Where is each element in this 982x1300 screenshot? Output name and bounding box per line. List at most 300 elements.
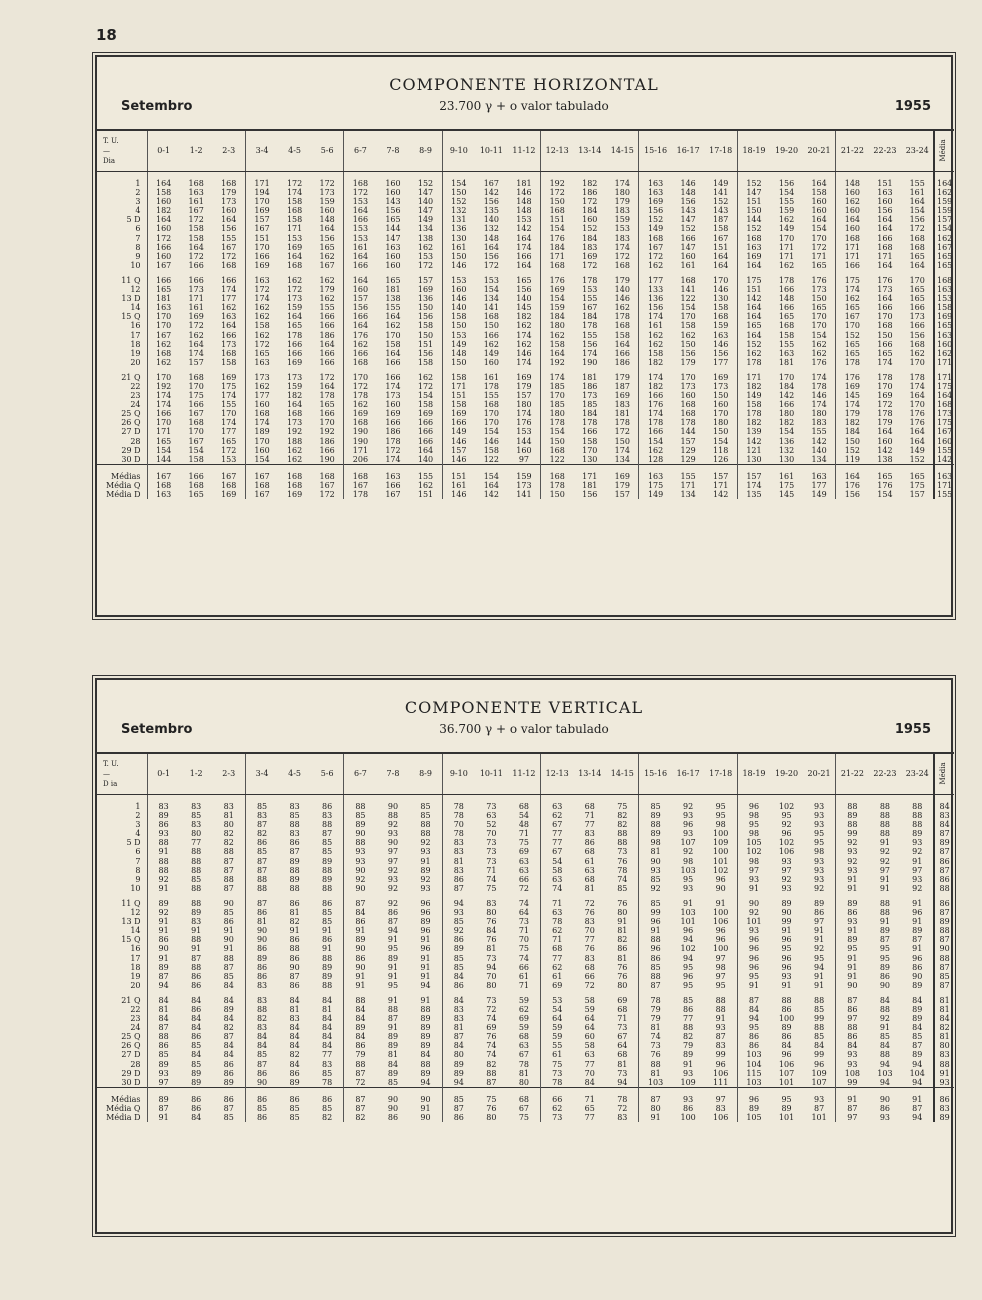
value-cell: 71 <box>518 829 529 839</box>
value-cell: 158 <box>147 188 180 197</box>
value-cell: 86 <box>191 971 202 981</box>
value-cell: 86 <box>245 972 278 981</box>
value-cell: 87 <box>245 866 278 875</box>
value-cell: 95 <box>781 811 792 821</box>
value-cell: 122 <box>680 294 696 304</box>
day-label: 26 Q <box>121 418 141 428</box>
value-cell: 192 <box>319 427 335 437</box>
value-cell: 86 <box>289 898 300 908</box>
table-row <box>97 857 954 866</box>
value-cell: 97 <box>836 1014 869 1023</box>
value-cell: 87 <box>245 1060 278 1069</box>
value-cell: 160 <box>442 285 475 294</box>
value-cell: 168 <box>541 446 574 455</box>
value-cell: 89 <box>420 865 431 875</box>
value-cell: 172 <box>344 188 377 197</box>
value-cell: 80 <box>442 1050 475 1059</box>
value-cell: 94 <box>879 1059 891 1069</box>
value-cell: 182 <box>582 179 598 188</box>
value-cell: 160 <box>147 197 180 206</box>
value-cell: 93 <box>147 1069 180 1078</box>
value-cell: 145 <box>836 391 869 400</box>
value-cell: 164 <box>811 215 827 225</box>
day-label: 29 D <box>121 1068 141 1078</box>
interval-header: 6-7 <box>344 130 377 172</box>
value-cell: 91 <box>420 995 431 1005</box>
daily-mean: 87 <box>934 908 954 917</box>
value-cell: 149 <box>639 224 672 233</box>
value-cell: 68 <box>584 962 595 972</box>
value-cell: 172 <box>245 285 278 294</box>
value-cell: 150 <box>442 188 475 197</box>
value-cell: 177 <box>221 294 237 304</box>
value-cell: 155 <box>385 303 401 313</box>
daily-mean: 154 <box>934 224 954 233</box>
value-cell: 171 <box>836 243 869 252</box>
value-cell: 169 <box>417 285 434 295</box>
value-cell: 168 <box>286 260 303 270</box>
daily-mean: 153 <box>934 294 954 303</box>
value-cell: 182 <box>836 418 869 427</box>
value-cell: 85 <box>191 1059 202 1069</box>
value-cell: 160 <box>385 260 401 270</box>
value-cell: 69 <box>617 995 628 1005</box>
value-cell: 103 <box>737 1078 770 1088</box>
value-cell: 96 <box>737 944 770 953</box>
value-cell: 92 <box>387 820 399 830</box>
value-cell: 83 <box>191 802 202 811</box>
interval-header: 0-1 <box>147 130 180 172</box>
value-cell: 84 <box>912 1023 923 1033</box>
month-label: Setembro <box>121 722 193 737</box>
value-cell: 161 <box>188 303 204 313</box>
value-cell: 91 <box>322 944 333 954</box>
table-row <box>97 972 954 981</box>
value-cell: 164 <box>483 242 499 252</box>
value-cell: 96 <box>420 898 431 908</box>
value-cell: 178 <box>877 372 893 382</box>
value-cell: 157 <box>188 357 204 367</box>
value-cell: 93 <box>781 883 792 893</box>
value-cell: 170 <box>877 312 893 322</box>
value-cell: 164 <box>737 312 770 321</box>
interval-header: 16-17 <box>672 753 705 795</box>
value-cell: 78 <box>606 1087 639 1104</box>
value-cell: 91 <box>420 953 431 963</box>
value-cell: 96 <box>420 944 431 954</box>
value-cell: 164 <box>877 224 893 234</box>
value-cell: 130 <box>713 294 729 304</box>
value-cell: 87 <box>912 1103 923 1113</box>
table-row <box>97 188 954 197</box>
value-cell: 168 <box>245 409 278 418</box>
value-cell: 71 <box>584 811 595 821</box>
value-cell: 77 <box>584 820 595 830</box>
value-cell: 174 <box>836 400 869 409</box>
value-cell: 170 <box>147 418 180 427</box>
value-cell: 91 <box>223 944 234 954</box>
value-cell: 91 <box>836 963 869 972</box>
daily-mean: 165 <box>934 321 954 330</box>
value-cell: 89 <box>147 963 180 972</box>
value-cell: 91 <box>813 971 825 981</box>
value-cell: 176 <box>877 275 893 285</box>
value-cell: 169 <box>639 197 672 206</box>
value-cell: 166 <box>319 409 335 419</box>
value-cell: 168 <box>737 234 770 243</box>
value-cell: 88 <box>639 972 672 981</box>
value-cell: 89 <box>442 944 475 953</box>
value-cell: 162 <box>344 340 377 349</box>
value-cell: 166 <box>417 436 434 446</box>
daily-mean: 158 <box>934 303 954 312</box>
value-cell: 169 <box>516 372 532 382</box>
value-cell: 170 <box>680 312 696 322</box>
value-cell: 98 <box>715 962 726 972</box>
value-cell: 87 <box>344 1069 377 1078</box>
value-cell: 166 <box>516 251 532 261</box>
value-cell: 89 <box>442 1060 475 1069</box>
value-cell: 174 <box>639 312 672 321</box>
daily-mean: 159 <box>934 206 954 215</box>
value-cell: 87 <box>387 917 399 927</box>
value-cell: 154 <box>811 330 827 340</box>
value-cell: 92 <box>387 883 399 893</box>
value-cell: 74 <box>486 1041 497 1051</box>
value-cell: 102 <box>713 865 729 875</box>
value-cell: 165 <box>245 349 278 358</box>
day-label: 27 D <box>121 1050 141 1060</box>
value-cell: 79 <box>639 1014 672 1023</box>
value-cell: 153 <box>442 331 475 340</box>
value-cell: 92 <box>737 908 770 917</box>
value-cell: 146 <box>516 188 532 198</box>
value-cell: 165 <box>836 303 869 312</box>
value-cell: 72 <box>584 898 595 908</box>
value-cell: 95 <box>879 944 891 954</box>
value-cell: 148 <box>680 188 696 198</box>
value-cell: 158 <box>713 224 729 234</box>
data-grid <box>97 752 954 1122</box>
value-cell: 130 <box>778 454 795 464</box>
value-cell: 158 <box>442 400 475 409</box>
value-cell: 91 <box>813 926 825 936</box>
value-cell: 74 <box>617 874 628 884</box>
interval-header: 3-4 <box>245 753 278 795</box>
value-cell: 99 <box>836 1078 869 1088</box>
value-cell: 88 <box>322 865 333 875</box>
value-cell: 77 <box>584 935 595 945</box>
value-cell: 178 <box>344 391 377 400</box>
table-row <box>97 1050 954 1059</box>
value-cell: 88 <box>639 820 672 829</box>
value-cell: 130 <box>442 234 475 243</box>
value-cell: 190 <box>344 427 377 436</box>
value-cell: 164 <box>713 260 729 270</box>
value-cell: 91 <box>344 972 377 981</box>
value-cell: 161 <box>442 481 475 490</box>
value-cell: 92 <box>639 884 672 893</box>
value-cell: 168 <box>877 321 893 331</box>
value-cell: 172 <box>614 427 630 437</box>
value-cell: 138 <box>417 233 434 243</box>
value-cell: 83 <box>223 802 234 811</box>
day-label: 30 D <box>121 454 141 464</box>
value-cell: 152 <box>737 224 770 233</box>
value-cell: 85 <box>191 1041 202 1051</box>
value-cell: 88 <box>191 865 202 875</box>
table-row <box>97 382 954 391</box>
value-cell: 170 <box>909 357 925 367</box>
value-cell: 122 <box>483 454 499 464</box>
value-cell: 91 <box>344 981 377 990</box>
day-label: 28 <box>130 1059 141 1069</box>
value-cell: 184 <box>778 381 795 391</box>
value-cell: 100 <box>713 829 729 839</box>
value-cell: 164 <box>909 436 925 446</box>
value-cell: 92 <box>147 875 180 884</box>
value-cell: 174 <box>836 285 869 294</box>
value-cell: 95 <box>770 1087 803 1104</box>
value-cell: 156 <box>483 251 499 261</box>
value-cell: 155 <box>221 233 237 243</box>
value-cell: 167 <box>245 490 278 499</box>
value-cell: 156 <box>680 197 696 207</box>
value-cell: 71 <box>518 980 529 990</box>
value-cell: 154 <box>778 427 795 437</box>
value-cell: 80 <box>518 1077 529 1087</box>
value-cell: 178 <box>582 275 598 285</box>
value-cell: 168 <box>541 261 574 270</box>
daily-mean: 87 <box>934 981 954 990</box>
value-cell: 166 <box>680 233 696 243</box>
value-cell: 86 <box>289 1068 300 1078</box>
value-cell: 94 <box>147 981 180 990</box>
value-cell: 167 <box>188 409 204 419</box>
value-cell: 82 <box>223 829 234 839</box>
interval-header: 23-24 <box>901 753 934 795</box>
day-label: 2 <box>135 188 141 198</box>
value-cell: 162 <box>811 348 827 358</box>
value-cell: 165 <box>737 321 770 330</box>
value-cell: 91 <box>344 926 377 935</box>
value-cell: 146 <box>442 437 475 446</box>
value-cell: 182 <box>737 418 770 427</box>
value-cell: 181 <box>582 372 598 382</box>
value-cell: 143 <box>713 206 729 216</box>
value-cell: 77 <box>541 829 574 838</box>
value-cell: 99 <box>813 1050 825 1060</box>
value-cell: 162 <box>836 294 869 303</box>
value-cell: 174 <box>811 400 827 410</box>
value-cell: 168 <box>344 418 377 427</box>
value-cell: 173 <box>582 391 598 401</box>
value-cell: 140 <box>614 285 630 295</box>
daily-mean: 87 <box>934 935 954 944</box>
value-cell: 155 <box>778 197 795 207</box>
value-cell: 176 <box>541 270 574 285</box>
value-cell: 78 <box>442 811 475 820</box>
value-cell: 146 <box>713 285 729 295</box>
value-cell: 91 <box>879 1023 891 1033</box>
value-cell: 92 <box>813 883 825 893</box>
value-cell: 174 <box>385 381 401 391</box>
value-cell: 84 <box>322 1041 333 1051</box>
value-cell: 164 <box>614 339 630 349</box>
table-row <box>97 464 954 481</box>
value-cell: 83 <box>715 1041 726 1051</box>
value-cell: 160 <box>245 446 278 455</box>
value-cell: 85 <box>387 1077 399 1087</box>
value-cell: 93 <box>781 971 792 981</box>
value-cell: 164 <box>737 331 770 340</box>
day-label: 17 <box>130 953 141 963</box>
value-cell: 178 <box>385 436 401 446</box>
value-cell: 174 <box>516 242 532 252</box>
value-cell: 84 <box>344 1014 377 1023</box>
value-cell: 90 <box>344 884 377 893</box>
value-cell: 154 <box>541 427 574 436</box>
value-cell: 93 <box>639 866 672 875</box>
value-cell: 87 <box>715 1032 726 1042</box>
value-cell: 156 <box>909 215 925 225</box>
value-cell: 164 <box>286 400 303 410</box>
day-label: 19 <box>130 348 141 358</box>
value-cell: 89 <box>836 935 869 944</box>
value-cell: 140 <box>417 197 434 207</box>
value-cell: 66 <box>541 1087 574 1104</box>
value-cell: 126 <box>713 454 729 464</box>
value-cell: 165 <box>286 321 303 331</box>
value-cell: 76 <box>486 1103 497 1113</box>
value-cell: 82 <box>245 1014 278 1023</box>
value-cell: 94 <box>737 1014 770 1023</box>
value-cell: 165 <box>869 464 902 481</box>
interval-header: 14-15 <box>606 130 639 172</box>
value-cell: 162 <box>385 321 401 331</box>
value-cell: 168 <box>245 481 278 490</box>
value-cell: 159 <box>778 206 795 216</box>
value-cell: 157 <box>680 436 696 446</box>
table-row <box>97 270 954 285</box>
value-cell: 166 <box>245 252 278 261</box>
value-cell: 152 <box>417 179 434 188</box>
value-cell: 103 <box>680 908 696 918</box>
value-cell: 91 <box>715 1014 726 1024</box>
value-cell: 166 <box>188 260 204 270</box>
value-cell: 96 <box>715 935 726 945</box>
value-cell: 89 <box>781 1023 792 1033</box>
value-cell: 91 <box>147 1113 180 1122</box>
value-cell: 106 <box>778 847 795 857</box>
value-cell: 93 <box>344 847 377 856</box>
value-cell: 84 <box>781 1041 792 1051</box>
value-cell: 91 <box>420 856 431 866</box>
value-cell: 149 <box>713 179 729 188</box>
day-label: 17 <box>130 330 141 340</box>
value-cell: 75 <box>541 1060 574 1069</box>
daily-mean: 87 <box>934 963 954 972</box>
value-cell: 162 <box>483 339 499 349</box>
value-cell: 90 <box>737 893 770 908</box>
value-cell: 170 <box>483 409 499 419</box>
value-cell: 88 <box>420 1059 431 1069</box>
value-cell: 187 <box>713 215 729 225</box>
value-cell: 171 <box>680 480 696 490</box>
value-cell: 81 <box>518 1068 529 1078</box>
value-cell: 170 <box>147 367 180 382</box>
value-cell: 99 <box>836 829 869 838</box>
table-subtitle: 36.700 γ + o valor tabulado <box>439 722 609 736</box>
value-cell: 81 <box>289 1004 300 1014</box>
value-cell: 172 <box>245 340 278 349</box>
value-cell: 97 <box>813 917 825 927</box>
day-label: 10 <box>130 883 141 893</box>
value-cell: 91 <box>912 917 923 927</box>
daily-mean: 83 <box>934 811 954 820</box>
value-cell: 84 <box>420 1050 431 1060</box>
value-cell: 68 <box>584 802 595 811</box>
interval-header: 17-18 <box>705 753 738 795</box>
value-cell: 182 <box>778 418 795 428</box>
value-cell: 99 <box>639 908 672 917</box>
value-cell: 91 <box>836 926 869 935</box>
value-cell: 91 <box>781 926 792 936</box>
value-cell: 186 <box>319 436 335 446</box>
value-cell: 86 <box>191 1004 202 1014</box>
value-cell: 54 <box>541 857 574 866</box>
value-cell: 84 <box>836 1041 869 1050</box>
value-cell: 88 <box>813 995 825 1005</box>
value-cell: 142 <box>811 436 827 446</box>
value-cell: 89 <box>223 1077 234 1087</box>
value-cell: 172 <box>909 224 925 234</box>
day-label: 27 D <box>121 427 141 437</box>
value-cell: 92 <box>836 857 869 866</box>
value-cell: 130 <box>582 454 598 464</box>
value-cell: 159 <box>286 381 303 391</box>
daily-mean: 81 <box>934 1005 954 1014</box>
value-cell: 75 <box>617 802 628 811</box>
value-cell: 164 <box>147 172 180 189</box>
value-cell: 81 <box>387 1050 399 1060</box>
interval-header: 18-19 <box>737 753 770 795</box>
table-row <box>97 294 954 303</box>
value-cell: 88 <box>289 944 300 954</box>
day-label: 5 D <box>126 215 141 225</box>
value-cell: 76 <box>617 971 628 981</box>
value-cell: 178 <box>582 418 598 428</box>
value-cell: 174 <box>582 348 598 358</box>
vertical-component-table <box>95 678 953 1234</box>
value-cell: 72 <box>518 883 529 893</box>
value-cell: 107 <box>680 838 696 848</box>
value-cell: 170 <box>778 233 795 243</box>
value-cell: 78 <box>639 990 672 1005</box>
value-cell: 142 <box>877 445 893 455</box>
value-cell: 79 <box>639 1005 672 1014</box>
value-cell: 167 <box>344 481 377 490</box>
value-cell: 168 <box>286 480 303 490</box>
value-cell: 165 <box>836 340 869 349</box>
value-cell: 186 <box>582 381 598 391</box>
interval-header: 19-20 <box>770 130 803 172</box>
value-cell: 156 <box>417 348 434 358</box>
interval-header: 23-24 <box>901 130 934 172</box>
value-cell: 160 <box>319 206 335 216</box>
value-cell: 165 <box>147 285 180 294</box>
value-cell: 162 <box>639 446 672 455</box>
